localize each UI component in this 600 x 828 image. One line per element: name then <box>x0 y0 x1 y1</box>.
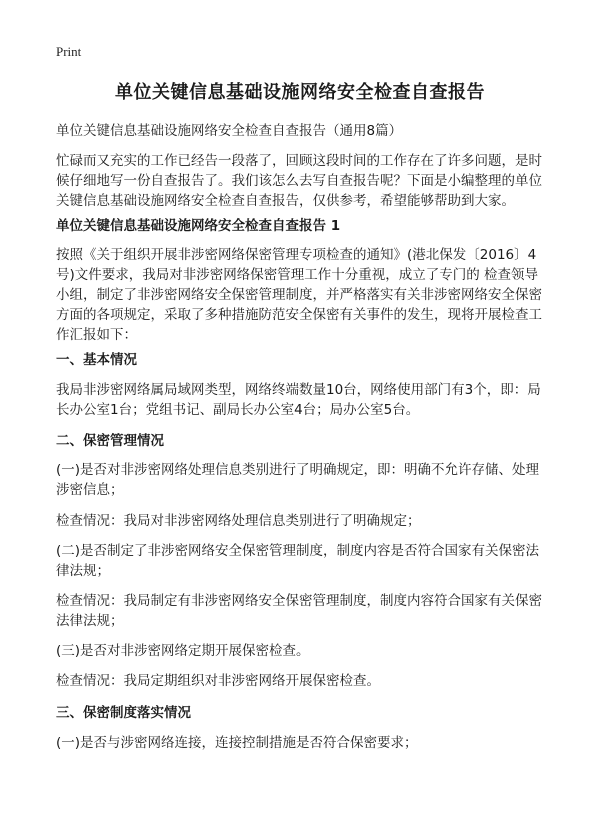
management-item-3-check: 检查情况：我局定期组织对非涉密网络开展保密检查。 <box>56 673 380 689</box>
heading-basic-info: 一、基本情况 <box>56 352 137 368</box>
heading-implementation: 三、保密制度落实情况 <box>56 705 191 721</box>
management-item-1-check: 检查情况：我局对非涉密网络处理信息类别进行了明确规定； <box>56 513 421 529</box>
print-link[interactable]: Print <box>56 44 82 59</box>
management-item-2-check: 检查情况：我局制定有非涉密网络安全保密管理制度，制度内容符合国家有关保密法律法规； <box>56 593 542 629</box>
intro-paragraph: 忙碌而又充实的工作已经告一段落了，回顾这段时间的工作存在了许多问题，是时候仔细地写一份自查报告了。我们该怎么去写自查报告呢？下面是小编整理的单位关键信息基础设施网络安全检查自查报告，仅供参考，希望能够帮助到大家。 <box>56 153 542 209</box>
section-paragraph: 按照《关于组织开展非涉密网络保密管理专项检查的通知》(港北保发〔2016〕4号)文件要求，我局对非涉密网络保密管理工作十分重视，成立了专门的 检查领导小组，制定了非涉密网络安全保密管理制度，并严格落实有关非涉密网络安全保密方面的各项规定，采取了多种措施防范安全保密有关事件的发生，现将开展检查工作汇报如下： <box>56 247 542 343</box>
document-title: 单位关键信息基础设施网络安全检查自查报告 <box>115 82 485 103</box>
implementation-item-1: (一)是否与涉密网络连接，连接控制措施是否符合保密要求； <box>56 735 418 751</box>
management-item-3: (三)是否对非涉密网络定期开展保密检查。 <box>56 643 310 659</box>
management-item-2: (二)是否制定了非涉密网络安全保密管理制度，制度内容是否符合国家有关保密法律法规； <box>56 543 540 579</box>
heading-management: 二、保密管理情况 <box>56 433 164 449</box>
management-item-1: (一)是否对非涉密网络处理信息类别进行了明确规定，即：明确不允许存储、处理涉密信息； <box>56 462 540 498</box>
document-subtitle: 单位关键信息基础设施网络安全检查自查报告（通用8篇） <box>56 123 403 139</box>
basic-info-paragraph: 我局非涉密网络属局域网类型，网络终端数量10台，网络使用部门有3个，即：局长办公室1台；党组书记、副局长办公室4台；局办公室5台。 <box>56 382 541 418</box>
section-heading: 单位关键信息基础设施网络安全检查自查报告 1 <box>56 218 341 234</box>
